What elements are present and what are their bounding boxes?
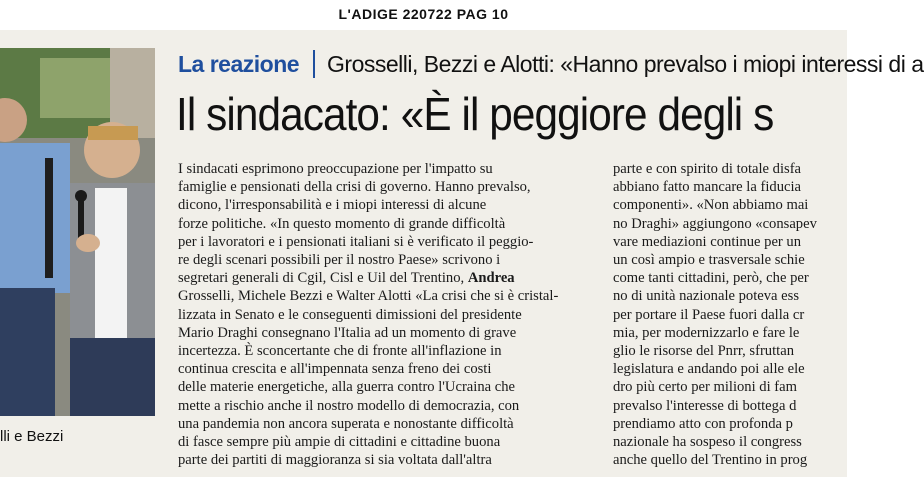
text-line: no di unità nazionale poteva ess (613, 288, 800, 305)
text-line: un così ampio e trasversale schie (613, 252, 805, 269)
kicker-row (178, 50, 924, 84)
kicker-divider (313, 50, 315, 78)
article-column-1 (178, 160, 588, 469)
text-line (178, 269, 588, 287)
text-line: componenti». «Non abbiamo mai (613, 197, 809, 214)
text-line: parte dei partiti di maggioranza si sia voltata dall'altra (178, 452, 492, 469)
text-line: per i lavoratori e i pensionati italiani si è verificato il peggio- (178, 233, 534, 250)
text-line: mette a rischio anche il nostro modello di democrazia, con (178, 397, 520, 414)
bold-name: Andrea (467, 270, 515, 287)
text-line: incertezza. È sconcertante che di fronte all'inflazione in (178, 343, 502, 360)
text-line: lizzata in Senato e le conseguenti dimissioni del presidente (178, 306, 522, 323)
text-line: I sindacati esprimono preoccupazione per l'impatto su (178, 161, 493, 177)
article-photo (0, 48, 155, 416)
text-line: glio le risorse del Pnrr, sfruttan (613, 343, 794, 360)
text-line: anche quello del Trentino in prog (613, 452, 808, 469)
text-line: dicono, l'irresponsabilità e i miopi interessi di alcune (178, 197, 487, 214)
text-line: delle materie energetiche, alla guerra contro l'Ucraina che (178, 379, 516, 396)
article-column-2 (613, 160, 847, 469)
text-line: Grosselli, Michele Bezzi e Walter Alotti «La crisi che si è cristal- (178, 288, 559, 305)
text-line: vare mediazioni continue per un (613, 233, 802, 250)
text-line: parte e con spirito di totale disfa (613, 161, 802, 177)
text-line: Mario Draghi consegnano l'Italia ad un momento di grave (178, 324, 517, 341)
text-line: abbiano fatto mancare la fiducia (613, 179, 802, 196)
headline: Il sindacato: «È il peggiore degli s (176, 88, 774, 140)
text-line: prendiamo atto con profonda p (613, 415, 793, 432)
text-line: no Draghi» aggiungono «consapev (613, 215, 817, 232)
subheadline: Grosselli, Bezzi e Alotti: «Hanno prevalso i miopi interessi di a (327, 50, 924, 77)
text-line: re degli scenari possibili per il nostro Paese» scrivono i (178, 252, 501, 269)
source-header: L'ADIGE 220722 PAG 10 (338, 6, 509, 22)
photo-caption: lli e Bezzi (0, 428, 64, 445)
text-line: prevalso l'interesse di bottega d (613, 397, 797, 414)
text-line: una pandemia non ancora superata e nonostante difficoltà (178, 415, 514, 432)
text-line: di fasce sempre più ampie di cittadini e cittadine buona (178, 434, 501, 451)
text-fragment: segretari generali di Cgil, Cisl e Uil del Trentino, (178, 270, 465, 287)
section-kicker: La reazione (178, 50, 300, 77)
text-line: come tanti cittadini, però, che per (613, 270, 809, 287)
text-line: mia, per modernizzarlo e fare le (613, 324, 800, 341)
text-line: legislatura e andando poi alle ele (613, 361, 805, 378)
photo-illustration (0, 48, 155, 416)
text-line: famiglie e pensionati della crisi di governo. Hanno prevalso, (178, 179, 531, 196)
text-line: forze politiche. «In questo momento di grande difficoltà (178, 215, 506, 232)
text-line: continua crescita e all'impennata senza freno dei costi (178, 361, 492, 378)
text-line: per portare il Paese fuori dalla cr (613, 306, 805, 323)
text-line: nazionale ha sospeso il congress (613, 434, 802, 451)
text-line: dro più certo per milioni di fam (613, 379, 797, 396)
